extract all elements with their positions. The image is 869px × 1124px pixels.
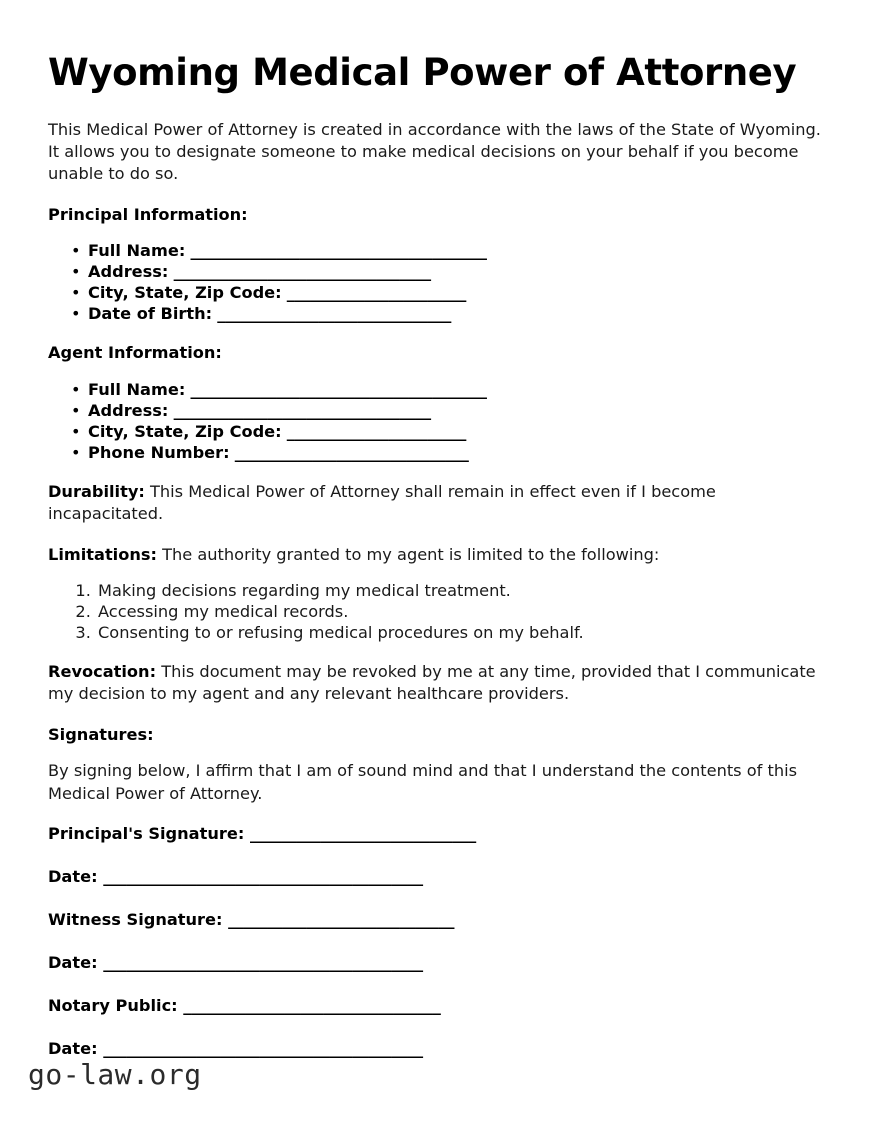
- field-label: Address:: [88, 262, 169, 282]
- revocation-text: This document may be revoked by me at any time, provided that I communicate my decision to my agent and any relevant healthcare providers.: [48, 662, 816, 704]
- field-label: Date of Birth:: [88, 304, 213, 324]
- list-item: [88, 303, 821, 324]
- date-label: Date:: [48, 1039, 98, 1059]
- principal-information-heading: Principal Information:: [48, 204, 248, 224]
- date-blank[interactable]: _________________________________________: [103, 1039, 423, 1059]
- page-title: Wyoming Medical Power of Attorney: [48, 51, 797, 94]
- signature-blank[interactable]: _____________________________: [228, 910, 455, 930]
- limitations-label: Limitations:: [48, 544, 157, 564]
- field-blank[interactable]: ______________________________: [217, 304, 452, 324]
- limitations-paragraph: [48, 544, 821, 566]
- signatures-heading: Signatures:: [48, 724, 154, 744]
- notary-public-line: [48, 995, 821, 1016]
- revocation-paragraph: [48, 661, 821, 706]
- limitations-list: [48, 580, 821, 643]
- revocation-label: Revocation:: [48, 662, 157, 682]
- affirmation-paragraph: By signing below, I affirm that I am of sound mind and that I understand the contents of this Medical Power of Attorney.: [48, 761, 798, 803]
- witness-signature-line: [48, 909, 821, 930]
- field-label: City, State, Zip Code:: [88, 421, 282, 441]
- durability-text: This Medical Power of Attorney shall remain in effect even if I become incapacitated.: [48, 481, 716, 524]
- field-blank[interactable]: ______________________________________: [190, 240, 487, 260]
- date-label: Date:: [48, 953, 98, 973]
- field-label: City, State, Zip Code:: [88, 283, 282, 303]
- notary-label: Notary Public:: [48, 996, 178, 1016]
- date-blank[interactable]: _________________________________________: [103, 953, 423, 973]
- signature-blank[interactable]: _____________________________: [249, 823, 476, 843]
- field-blank[interactable]: _______________________: [286, 421, 467, 441]
- principal-signature-line: [48, 823, 821, 844]
- signature-label: Principal's Signature:: [48, 823, 245, 843]
- field-blank[interactable]: _________________________________: [173, 400, 431, 420]
- list-item: [88, 421, 821, 442]
- field-label: Full Name:: [88, 379, 186, 399]
- list-item: 3. Consenting to or refusing medical procedures on my behalf.: [96, 622, 821, 643]
- field-blank[interactable]: ______________________________: [234, 442, 469, 462]
- field-label: Address:: [88, 400, 169, 420]
- field-blank[interactable]: ______________________________________: [190, 379, 487, 399]
- agent-information-heading: Agent Information:: [48, 343, 222, 363]
- notary-blank[interactable]: _________________________________: [183, 996, 441, 1016]
- list-item: [88, 442, 821, 463]
- field-label: Phone Number:: [88, 442, 230, 462]
- witness-date-line: [48, 952, 821, 973]
- intro-paragraph: This Medical Power of Attorney is created in accordance with the laws of the State of Wyoming. It allows you to designate someone to make medical decisions on your behalf if you become unable to do so.: [48, 119, 821, 184]
- list-item: 1. Making decisions regarding my medical treatment.: [96, 580, 821, 601]
- principal-information-fields: [48, 240, 821, 324]
- date-label: Date:: [48, 866, 98, 886]
- field-label: Full Name:: [88, 240, 186, 260]
- field-blank[interactable]: _______________________: [286, 283, 467, 303]
- durability-label: Durability:: [48, 481, 145, 501]
- signature-label: Witness Signature:: [48, 910, 223, 930]
- principal-date-line: [48, 866, 821, 887]
- list-item: [88, 240, 821, 261]
- list-item: [88, 400, 821, 421]
- agent-information-fields: [48, 379, 821, 463]
- notary-date-line: [48, 1038, 821, 1059]
- limitations-text: The authority granted to my agent is limited to the following:: [156, 544, 660, 564]
- list-item: [88, 379, 821, 400]
- list-item: [88, 282, 821, 303]
- date-blank[interactable]: _________________________________________: [103, 866, 423, 886]
- list-item: 2. Accessing my medical records.: [96, 601, 821, 622]
- durability-paragraph: [48, 481, 821, 526]
- list-item: [88, 261, 821, 282]
- footer-watermark: go-law.org: [28, 1058, 202, 1091]
- field-blank[interactable]: _________________________________: [173, 262, 431, 282]
